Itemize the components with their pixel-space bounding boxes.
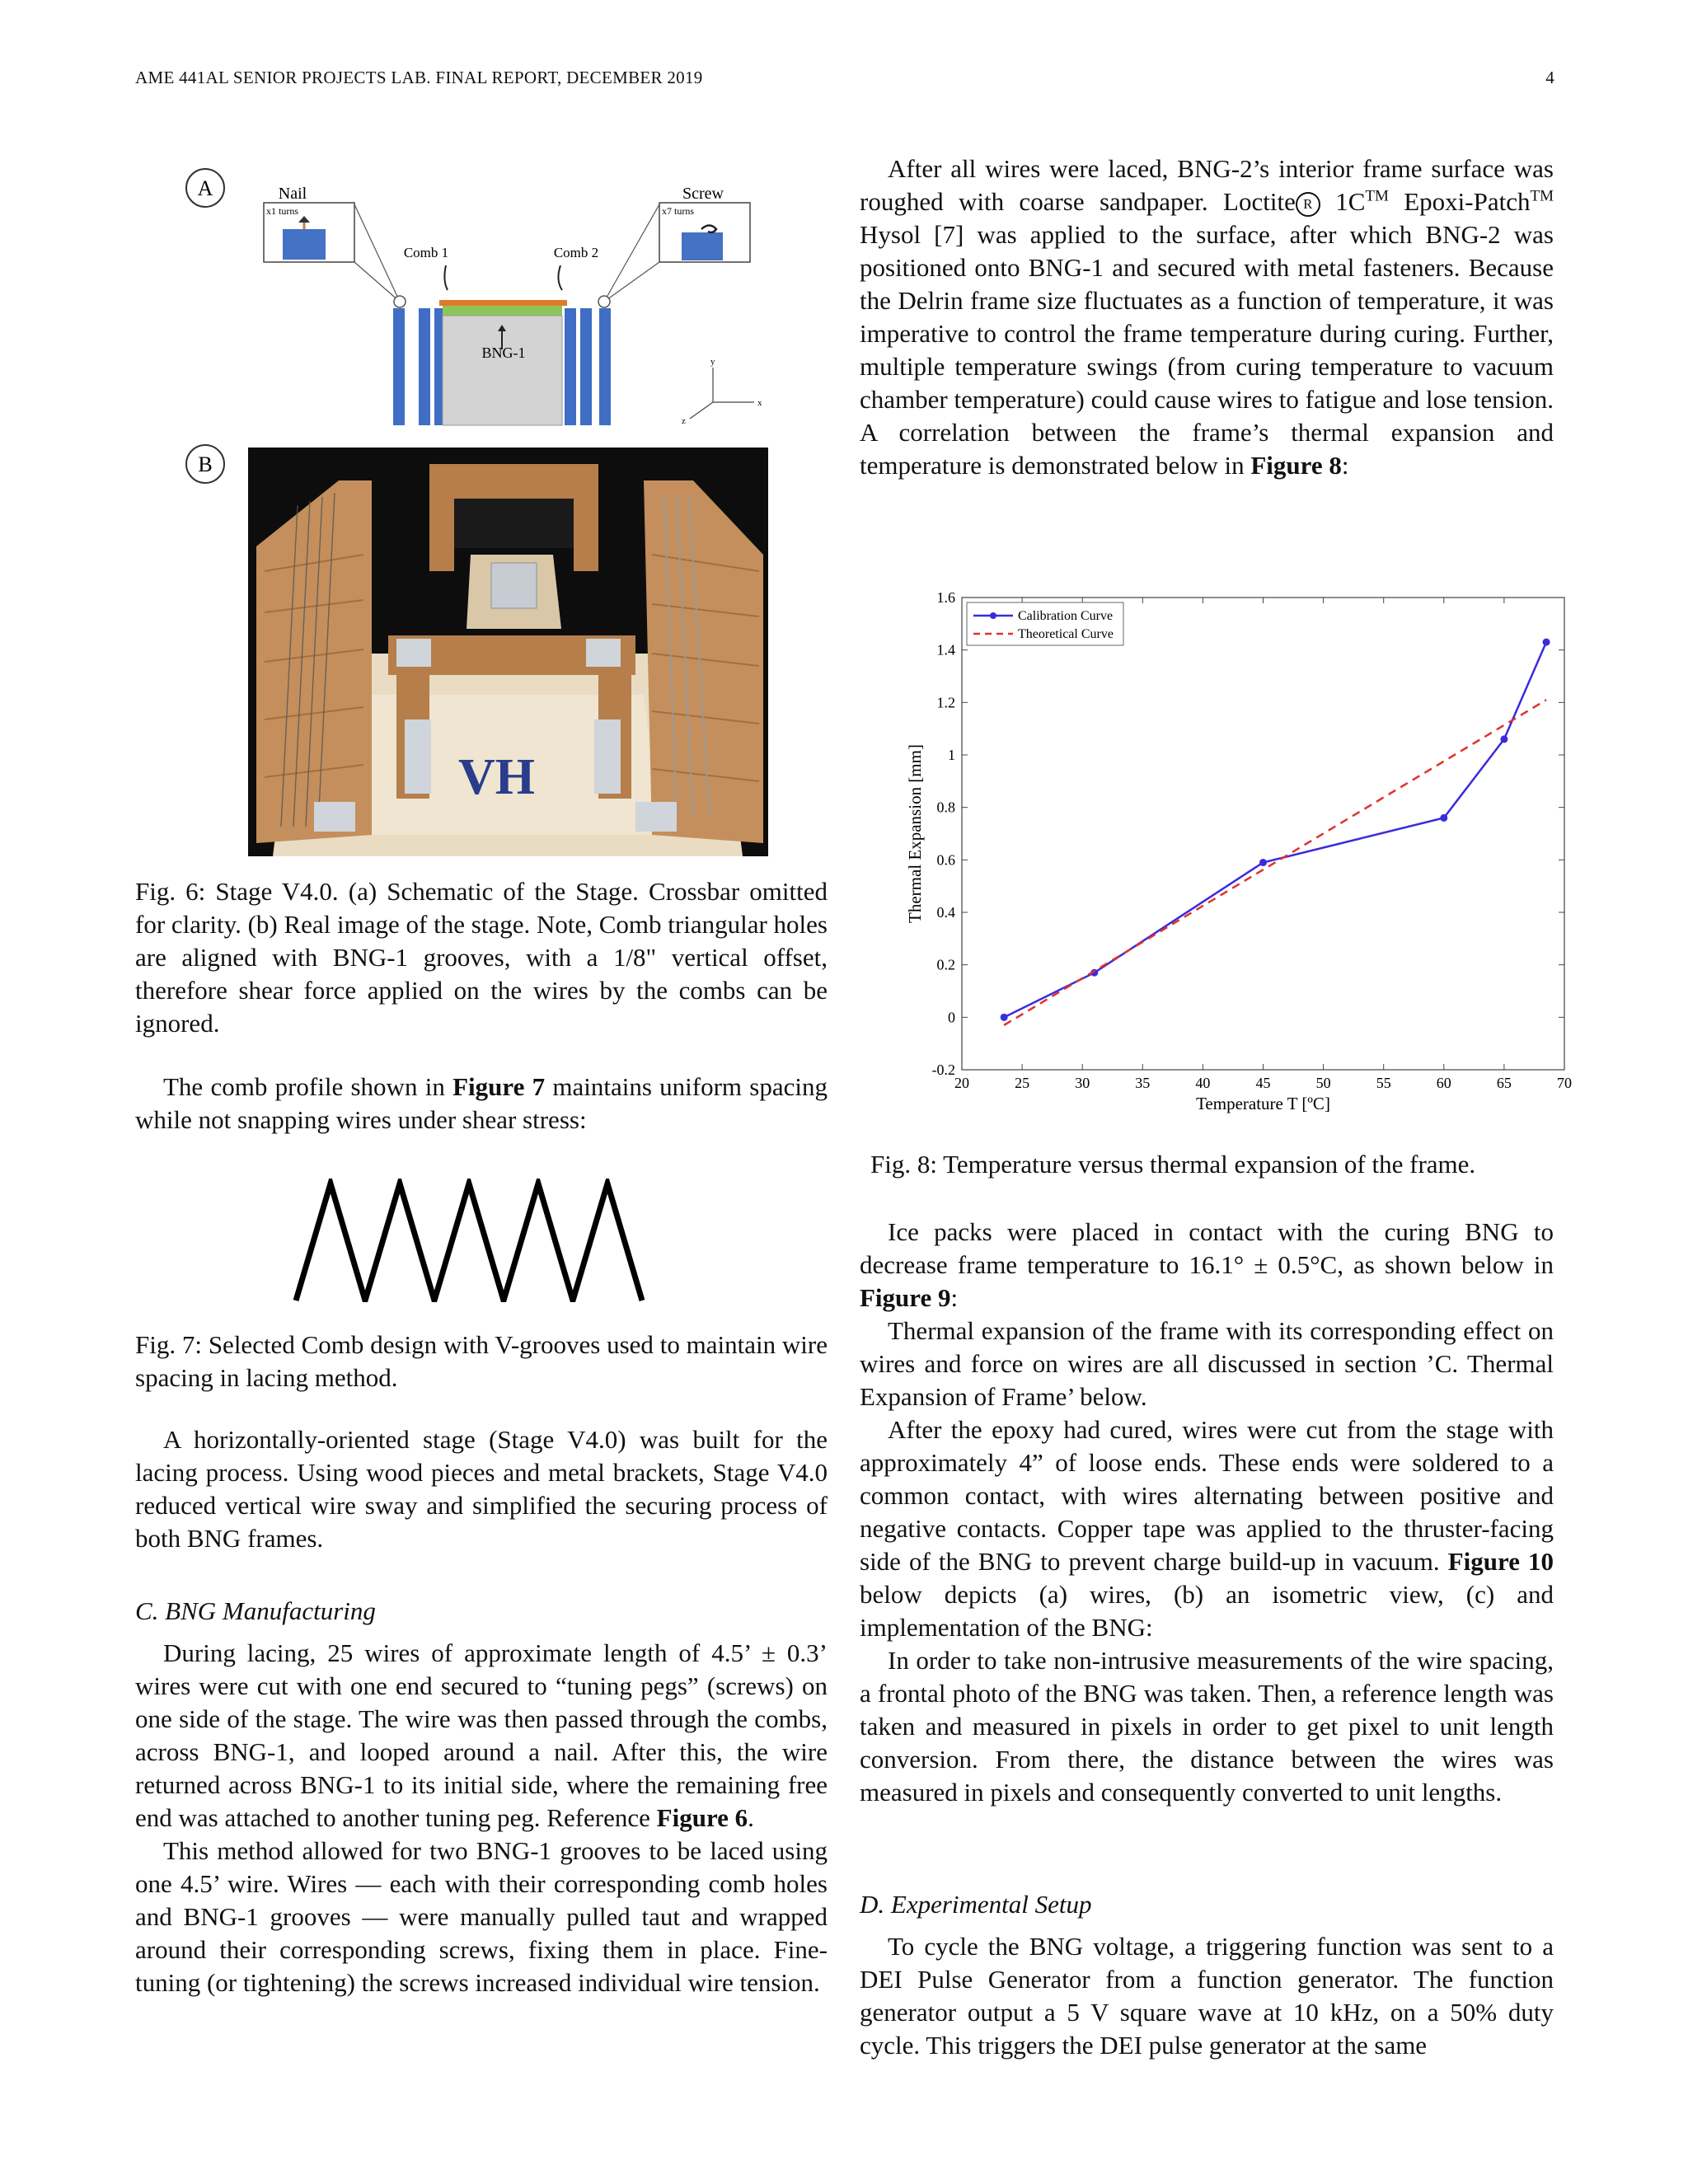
epoxy-paragraph-block xyxy=(860,152,1554,482)
registered-mark: R xyxy=(1296,192,1320,217)
cured-text-after: below depicts (a) wires, (b) an isometric view, (c) and implementation of the BNG: xyxy=(860,1580,1554,1642)
y-tick-label: 1.2 xyxy=(936,694,955,711)
figure-7-caption-block xyxy=(135,1329,828,1394)
chart-series xyxy=(1001,639,1550,1025)
y-tick-label: 0.6 xyxy=(936,851,955,869)
legend-marker xyxy=(990,612,996,619)
x-tick-label: 25 xyxy=(1015,1075,1030,1091)
comb-2-label: Comb 2 xyxy=(553,245,599,260)
epoxy-text-3: Epoxi-Patch xyxy=(1388,187,1531,216)
y-tick-label: 1.4 xyxy=(936,641,955,658)
section-d-heading: D. Experimental Setup xyxy=(860,1890,1092,1919)
data-point xyxy=(1001,1014,1008,1021)
x-tick-label: 60 xyxy=(1436,1075,1451,1091)
data-point xyxy=(1543,639,1550,646)
axis-x-label: x xyxy=(757,398,762,408)
cured-text: After the epoxy had cured, wires were cut from the stage with approximately 4” of loose ends. These ends were soldered to a common contact, with wires alternating between positive and negative contacts. Copper tape was applied to the thruster-facing side of the BNG to prevent charge build-up in vacuum. xyxy=(860,1415,1554,1576)
comb-1-label: Comb 1 xyxy=(403,245,449,260)
panel-b-badge xyxy=(181,443,231,485)
trademark-2: TM xyxy=(1530,187,1554,205)
figure-6-ref[interactable]: Figure 6 xyxy=(656,1803,748,1832)
plot-frame xyxy=(962,598,1564,1070)
figure-7-ref[interactable]: Figure 7 xyxy=(452,1072,546,1101)
comb-profile-text: The comb profile shown in xyxy=(163,1072,453,1101)
y-tick-label: 0 xyxy=(948,1009,955,1026)
figure-8-caption: Fig. 8: Temperature versus thermal expansion of the frame. xyxy=(870,1150,1476,1179)
panel-b-label: B xyxy=(198,452,213,476)
epoxy-text-after: : xyxy=(1341,451,1349,480)
y-tick-label: 1.6 xyxy=(936,589,955,606)
figure-6-caption-block xyxy=(135,875,828,1040)
screw-turns-label: x7 turns xyxy=(662,205,694,217)
section-c-block xyxy=(135,1595,828,1628)
figure-6-caption: Fig. 6: Stage V4.0. (a) Schematic of the Stage. Crossbar omitted for clarity. (b) Real image of the stage. Note, Comb triangular holes are aligned with BNG-1 grooves, with a 1/8" vertical offset, therefore shear force applied on the wires by the combs can be ignored. xyxy=(135,877,828,1038)
data-point xyxy=(1259,859,1267,866)
y-tick-label: 0.8 xyxy=(936,799,955,816)
axis-y-label: y xyxy=(710,357,715,367)
figure-10-ref[interactable]: Figure 10 xyxy=(1447,1547,1554,1576)
setup-paragraph: To cycle the BNG voltage, a triggering function was sent to a DEI Pulse Generator from a function generator. The function generator output a 5 V square wave at 10 kHz, on a 50% duty cycle. This triggers the DEI pulse generator at the same xyxy=(860,1932,1554,2060)
icepacks-paragraph xyxy=(860,1216,1554,1315)
right-body-block xyxy=(860,1216,1554,1809)
x-tick-label: 40 xyxy=(1195,1075,1211,1091)
panel-a-label: A xyxy=(197,176,213,200)
screw-label: Screw xyxy=(682,185,724,203)
x-tick-label: 70 xyxy=(1557,1075,1572,1091)
section-d-block xyxy=(860,1888,1554,1921)
figure-6a-schematic xyxy=(177,162,787,434)
x-tick-label: 30 xyxy=(1075,1075,1090,1091)
lacing-paragraphs-block xyxy=(135,1637,828,1999)
y-tick-label: 0.2 xyxy=(936,956,955,973)
cured-paragraph xyxy=(860,1413,1554,1644)
epoxy-text-2: 1C xyxy=(1320,187,1366,216)
stage-paragraph: A horizontally-oriented stage (Stage V4.0) was built for the lacing process. Using wood pieces and metal brackets, Stage V4.0 reduced vertical wire sway and simplified the securing process of both BNG frames. xyxy=(135,1425,828,1553)
axis-z-label: z xyxy=(682,416,686,426)
chart-legend xyxy=(967,602,1123,645)
figure-7-caption: Fig. 7: Selected Comb design with V-grooves used to maintain wire spacing in lacing method. xyxy=(135,1330,828,1392)
x-tick-label: 65 xyxy=(1496,1075,1512,1091)
page-number: 4 xyxy=(1545,68,1554,87)
x-tick-label: 55 xyxy=(1376,1075,1391,1091)
figure-8-chart xyxy=(894,577,1587,1129)
trademark-1: TM xyxy=(1365,187,1389,205)
legend-entry: Theoretical Curve xyxy=(1018,627,1114,641)
y-tick-label: 0.4 xyxy=(936,904,955,921)
y-tick-label: -0.2 xyxy=(931,1062,955,1078)
bng-1-label: BNG-1 xyxy=(481,344,526,361)
epoxy-text-4: Hysol [7] was applied to the surface, after which BNG-2 was positioned onto BNG-1 and secured with metal fasteners. Because the Delrin frame size fluctuates as a function of temperature, it was imperative to control the frame temperature during curing. Further, multiple temperature swings (from curing temperature to vacuum chamber temperature) could cause wires to fatigue and lose tension. A correlation between the frame’s thermal expansion and temperature is demonstrated below in xyxy=(860,220,1554,480)
chart-axes xyxy=(932,589,1573,1091)
setup-paragraph-block xyxy=(860,1930,1554,2062)
epoxy-paragraph xyxy=(860,152,1554,482)
chart-y-axis-label: Thermal Expansion [mm] xyxy=(905,744,925,923)
running-header: AME 441AL SENIOR PROJECTS LAB. FINAL REPORT, DECEMBER 2019 xyxy=(135,68,703,87)
legend-entry: Calibration Curve xyxy=(1018,609,1114,623)
lacing-paragraph xyxy=(135,1637,828,1835)
section-c-heading: C. BNG Manufacturing xyxy=(135,1596,376,1625)
x-tick-label: 35 xyxy=(1135,1075,1151,1091)
measure-paragraph: In order to take non-intrusive measurements of the wire spacing, a frontal photo of the BNG was taken. Then, a reference length was taken and measured in pixels in order to get pixel to unit length conversion. From there, the distance between the wires was measured in pixels and consequently converted to unit lengths. xyxy=(860,1646,1554,1807)
data-point xyxy=(1440,814,1447,822)
lacing-text: During lacing, 25 wires of approximate length of 4.5’ ± 0.3’ wires were cut with one end secured to “tuning pegs” (screws) on one side of the stage. The wire was then passed through the combs, across BNG-1, and looped around a nail. After this, the wire returned across BNG-1 to its initial side, where the remaining free end was attached to another tuning peg. Reference xyxy=(135,1638,828,1832)
comb-profile-paragraph xyxy=(135,1071,828,1137)
figure-8-caption-block xyxy=(870,1148,1563,1181)
figure-9-ref[interactable]: Figure 9 xyxy=(860,1283,951,1312)
nail-turns-label: x1 turns xyxy=(266,205,298,217)
chart-x-axis-label: Temperature T [ºC] xyxy=(1196,1094,1330,1113)
figure-8-ref[interactable]: Figure 8 xyxy=(1250,451,1342,480)
stage-paragraph-block xyxy=(135,1423,828,1555)
x-tick-label: 20 xyxy=(954,1075,969,1091)
icepacks-text-after: : xyxy=(950,1283,959,1312)
series-line-1 xyxy=(1004,642,1546,1017)
method-paragraph: This method allowed for two BNG-1 grooves to be laced using one 4.5’ wire. Wires — each with their corresponding comb holes and BNG-1 grooves — were manually pulled taut and wrapped around their corresponding screws, fixing them in place. Fine-tuning (or tightening) the screws increased individual wire tension. xyxy=(135,1836,828,1997)
thermal-paragraph: Thermal expansion of the frame with its corresponding effect on wires and force on wires are all discussed in section ’C. Thermal Expansion of Frame’ below. xyxy=(860,1316,1554,1411)
figure-7-comb-zigzag xyxy=(293,1179,672,1302)
data-point xyxy=(1500,735,1507,743)
x-tick-label: 50 xyxy=(1315,1075,1331,1091)
icepacks-text: Ice packs were placed in contact with the curing BNG to decrease frame temperature to 16.1° ± 0.5°C, as shown below in xyxy=(860,1217,1554,1279)
figure-6b-stage-photo xyxy=(248,448,768,856)
y-tick-label: 1 xyxy=(948,747,955,763)
nail-label: Nail xyxy=(278,185,307,203)
comb-profile-paragraph-block xyxy=(135,1071,828,1137)
lacing-text-after: . xyxy=(748,1803,754,1832)
epoxy-text-1: After all wires were laced, BNG-2’s interior frame surface was roughed with coarse sandpaper. Loctite xyxy=(860,154,1554,216)
svg-text:VH: VH xyxy=(458,749,535,805)
x-tick-label: 45 xyxy=(1255,1075,1271,1091)
comb-profile-text-after: maintains uniform spacing while not snapping wires under shear stress: xyxy=(135,1072,828,1134)
